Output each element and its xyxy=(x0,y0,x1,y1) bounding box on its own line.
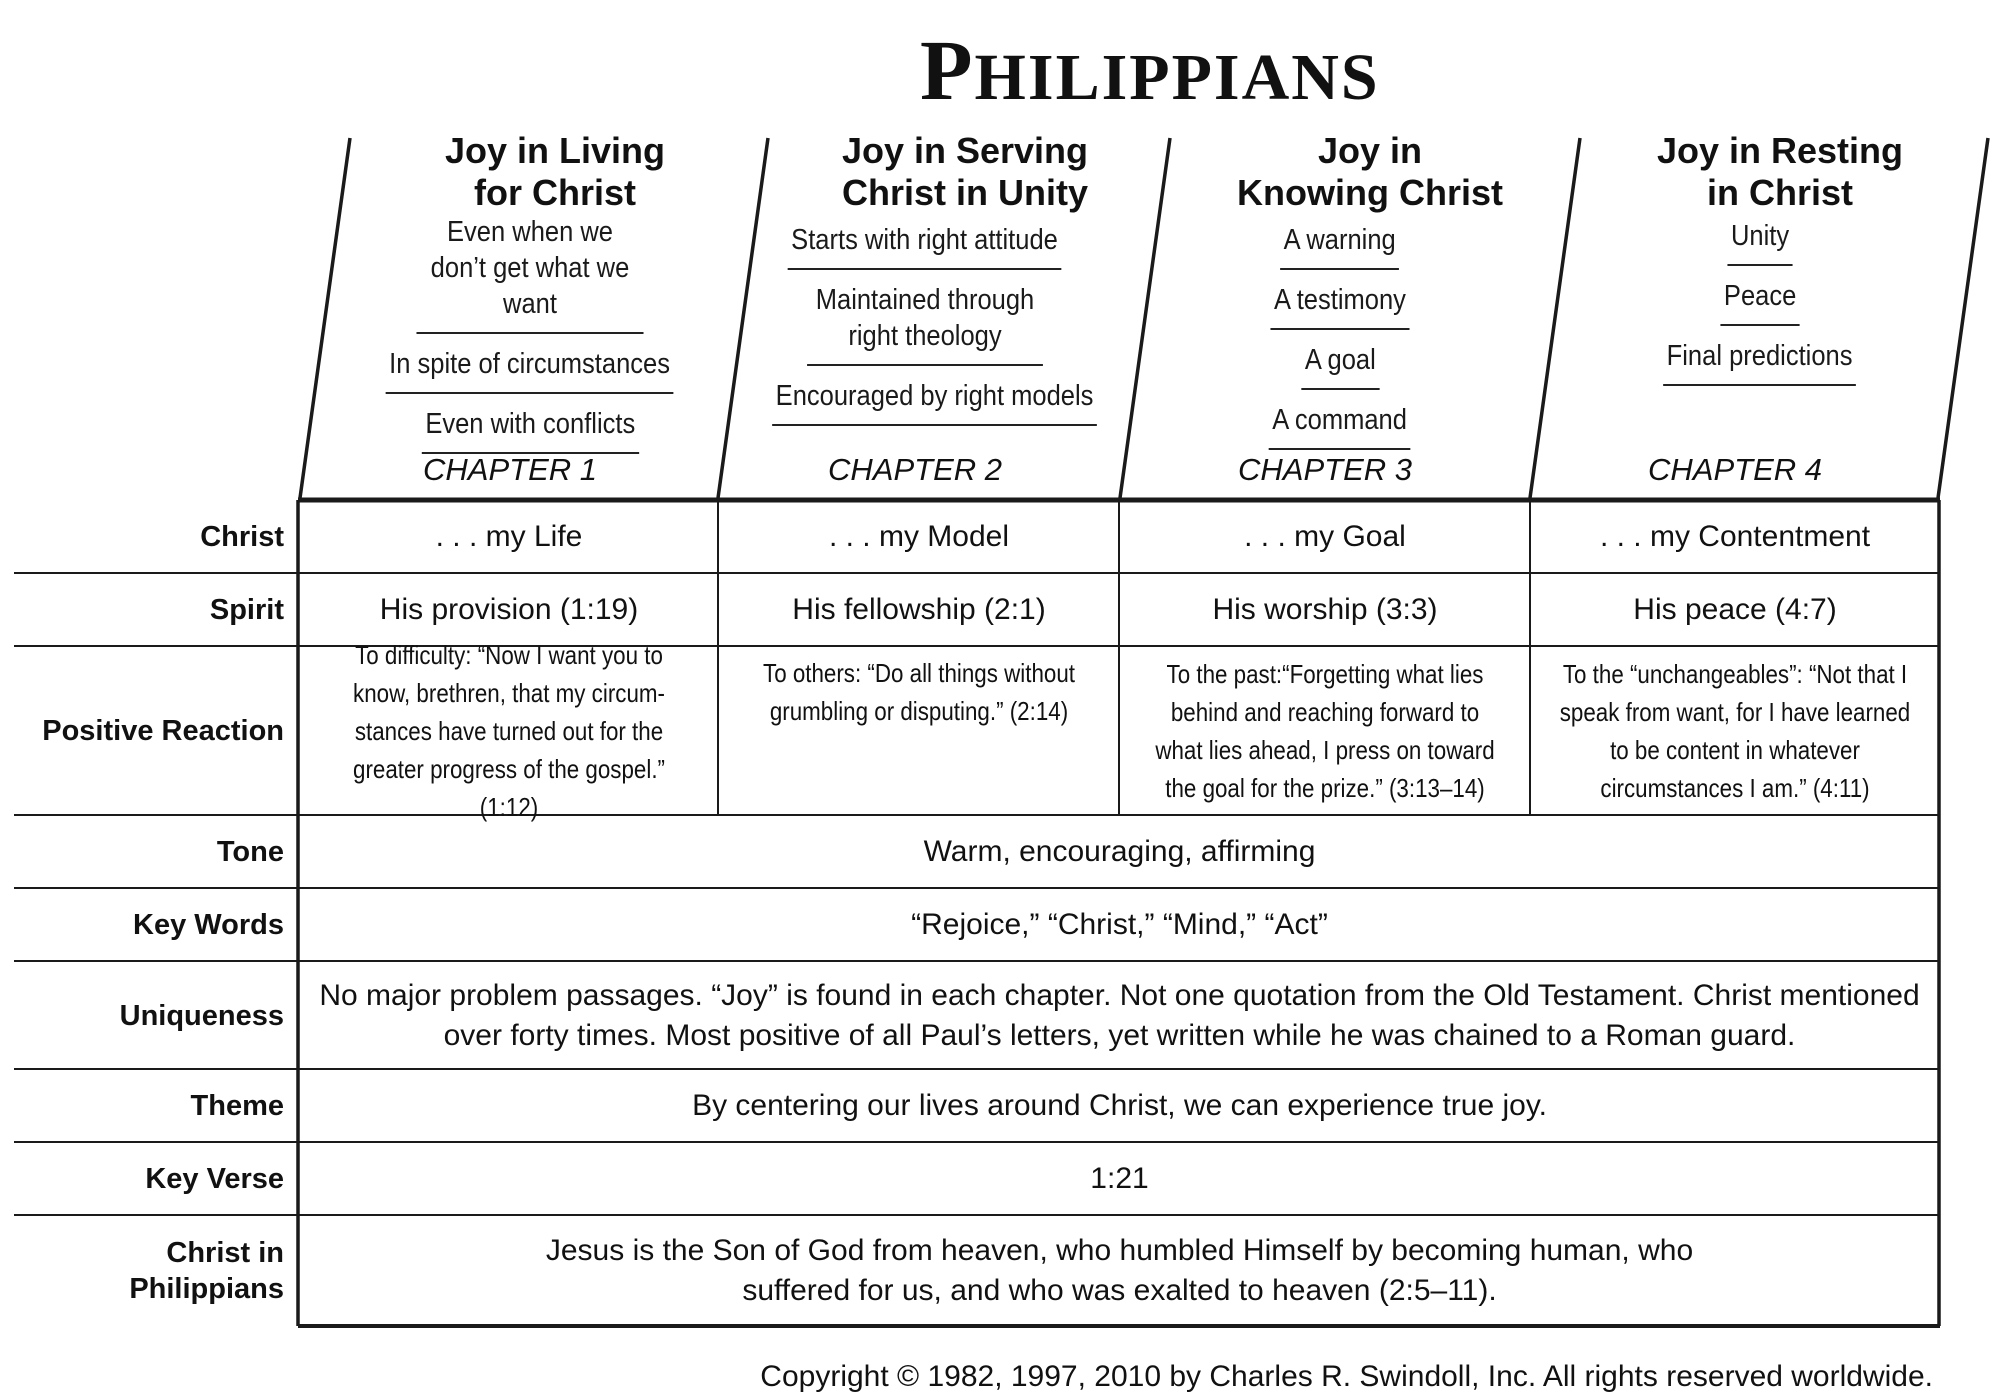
col4-chapter: CHAPTER 4 xyxy=(1648,452,1822,487)
tone-cell: Warm, encouraging, affirming xyxy=(923,835,1316,868)
col4-items xyxy=(1595,216,1925,396)
spirit-cell-4: His peace (4:7) xyxy=(1633,593,1837,626)
col1-items xyxy=(365,212,695,464)
col3-item: A testimony xyxy=(1271,280,1410,330)
christ-cell-1: . . . my Life xyxy=(435,520,583,553)
christ-cell-3: . . . my Goal xyxy=(1244,520,1406,553)
row-label-tone: Tone xyxy=(216,836,284,868)
reaction-cell-1 xyxy=(300,640,718,822)
col2-chapter: CHAPTER 2 xyxy=(828,452,1002,487)
key-words-cell: “Rejoice,” “Christ,” “Mind,” “Act” xyxy=(911,908,1328,941)
uniqueness-cell xyxy=(300,963,1939,1068)
row-label-christ-in-text: Christ in Philippians xyxy=(129,1237,284,1305)
reaction-cell-4 xyxy=(1531,648,1939,814)
uniqueness-text: No major problem passages. “Joy” is found in each chapter. Not one quotation from the Old Testament. Christ mentioned over forty times. Most positive of all Paul’s letters, yet written while he was chained to a Roman guard. xyxy=(319,978,1920,1052)
col2-item: Starts with right attitude xyxy=(788,220,1062,270)
col4-item: Final predictions xyxy=(1664,336,1857,386)
reaction-text-3: To the past:“Forgetting what lies behind and reaching forward to what lies ahead, I press on toward the goal for the prize.” (3:13–14) xyxy=(1155,659,1495,803)
col1-item: Even when we don’t get what we want xyxy=(416,212,643,334)
theme-cell: By centering our lives around Christ, we can experience true joy. xyxy=(692,1089,1547,1122)
col3-heading xyxy=(1205,130,1535,214)
reaction-cell-3 xyxy=(1120,648,1530,814)
row-label-key-words: Key Words xyxy=(133,909,284,941)
reaction-text-4: To the “unchangeables”: “Not that I speak from want, for I have learned to be content in whatever circumstances I am.” (4:11) xyxy=(1559,659,1911,803)
row-label-christ: Christ xyxy=(200,521,284,553)
christ-in-philippians-cell xyxy=(300,1217,1939,1325)
reaction-text-2: To others: “Do all things without grumbling or disputing.” (2:14) xyxy=(763,658,1075,726)
christ-in-philippians-text: Jesus is the Son of God from heaven, who humbled Himself by becoming human, who suffered for us, and who was exalted to heaven (2:5–11). xyxy=(545,1234,1694,1307)
christ-cell-2: . . . my Model xyxy=(828,520,1010,553)
row-label-spirit: Spirit xyxy=(209,594,284,626)
title-rest: HILIPPIANS xyxy=(974,41,1380,114)
col2-item: Encouraged by right models xyxy=(772,376,1097,426)
col2-heading xyxy=(800,130,1130,214)
col3-item: A command xyxy=(1269,400,1411,450)
row-label-christ-in-philippians xyxy=(12,1218,284,1324)
key-verse-cell: 1:21 xyxy=(1090,1162,1149,1195)
col1-chapter: CHAPTER 1 xyxy=(423,452,597,487)
col3-heading-line2: Knowing Christ xyxy=(1237,172,1503,213)
col1-heading-line1: Joy in Living xyxy=(444,130,666,171)
row-label-key-verse: Key Verse xyxy=(145,1163,284,1195)
copyright-notice: Copyright © 1982, 1997, 2010 by Charles R. Swindoll, Inc. All rights reserved worldwide. xyxy=(760,1360,1933,1393)
col2-items xyxy=(750,220,1100,436)
col2-heading-line1: Joy in Serving xyxy=(841,130,1089,171)
col4-item: Unity xyxy=(1727,216,1792,266)
reaction-text-1: To difficulty: “Now I want you to know, brethren, that my circum-stances have turned out for the greater progress of the gospel.” (1:12) xyxy=(353,640,665,822)
col4-heading xyxy=(1615,130,1945,214)
row-label-positive-reaction: Positive Reaction xyxy=(42,715,284,747)
col3-item: A goal xyxy=(1301,340,1379,390)
col4-heading-line1: Joy in Resting xyxy=(1656,130,1904,171)
spirit-cell-1: His provision (1:19) xyxy=(379,593,639,626)
col2-heading-line2: Christ in Unity xyxy=(841,172,1088,213)
christ-cell-4: . . . my Contentment xyxy=(1599,520,1871,553)
col1-heading xyxy=(390,130,720,214)
col4-heading-line2: in Christ xyxy=(1706,172,1853,213)
col3-heading-line1: Joy in xyxy=(1317,130,1423,171)
col1-item: Even with conflicts xyxy=(422,404,639,454)
col3-items xyxy=(1180,220,1500,460)
col1-item: In spite of circumstances xyxy=(386,344,674,394)
col3-chapter: CHAPTER 3 xyxy=(1238,452,1412,487)
col3-item: A warning xyxy=(1280,220,1399,270)
spirit-cell-2: His fellowship (2:1) xyxy=(792,593,1046,626)
col2-item: Maintained through right theology xyxy=(807,280,1043,366)
col4-item: Peace xyxy=(1720,276,1799,326)
col1-heading-line2: for Christ xyxy=(474,172,636,213)
row-label-uniqueness: Uniqueness xyxy=(119,999,284,1032)
row-label-theme: Theme xyxy=(190,1090,284,1122)
spirit-cell-3: His worship (3:3) xyxy=(1212,593,1438,626)
reaction-cell-2 xyxy=(719,648,1119,814)
title-initial: P xyxy=(920,22,975,118)
